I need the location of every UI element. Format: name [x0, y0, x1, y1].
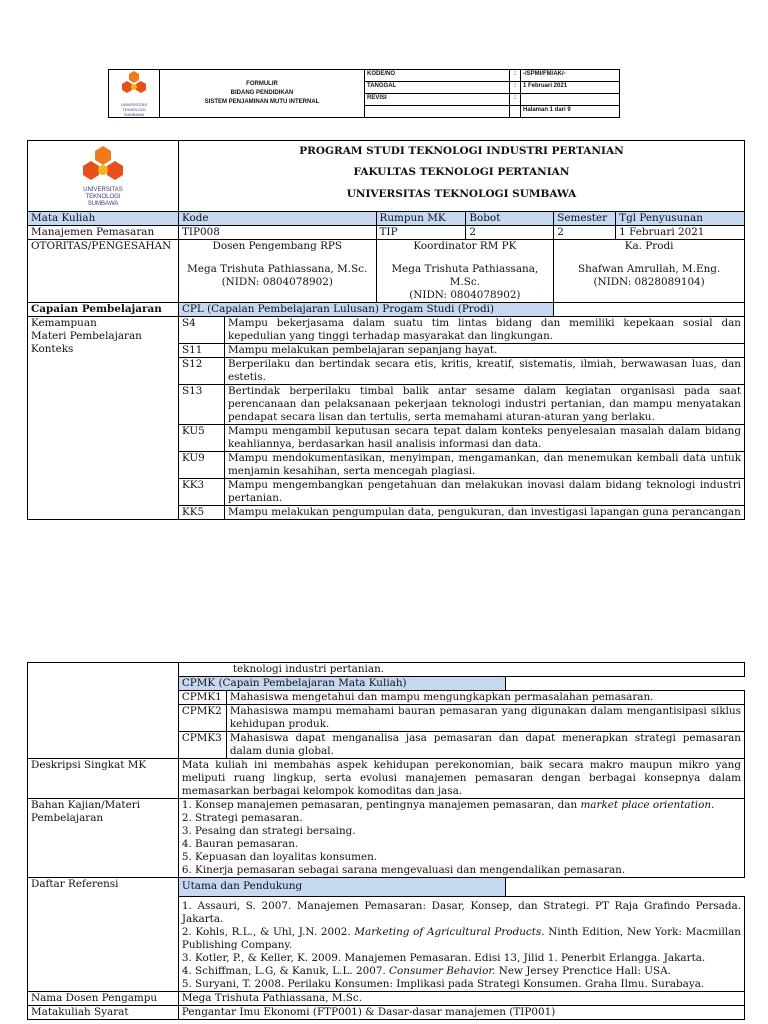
authority-signer: [554, 253, 745, 303]
ref-label: Daftar Referensi: [28, 878, 179, 992]
logo-text-line: SUMBAWA: [87, 200, 119, 207]
cpmk-code: CPMK1: [178, 691, 226, 705]
bahan-item: 6. Kinerja pemasaran sebagai sarana mengevaluasi dan mengendalikan pemasaran.: [181, 864, 626, 876]
title-logo-cell: [28, 141, 179, 212]
ref-item: 2. Kohls, R.L., & Uhl, J.N. 2002. Marketing of Agricultural Products. Ninth Edition, New York: Macmillan Publishing Company.: [181, 926, 741, 951]
cpl-text: Mampu melakukan pembelajaran sepanjang hayat.: [224, 344, 744, 358]
course-value-cell: 2: [554, 226, 616, 240]
header-colon: :: [510, 70, 521, 82]
desc-text: Mata kuliah ini membahas aspek kehidupan perekonomian, baik secara makro maupun mikro yang meliputi ruang lingkup, serta evolusi manajemen pemasaran dengan berbagai konsepnya dalam memasarkan berbagai kelompok komoditas dan jasa.: [178, 759, 744, 799]
header-logo-cell: [109, 70, 160, 118]
cpl-code: KK5: [178, 506, 224, 520]
cpmk-text: Mahasiswa mampu memahami bauran pemasaran yang digunakan dalam mengantisipasi siklus kehidupan produk.: [226, 705, 744, 732]
cp-label: Capaian Pembelajaran: [28, 303, 179, 317]
bahan-item: 4. Bauran pemasaran.: [181, 838, 299, 850]
cpl-text: Berperilaku dan bertindak secara etis, kritis, kreatif, sistematis, ilmiah, berwawasan luas, dan estetis.: [224, 358, 744, 385]
course-value-cell: TIP008: [178, 226, 376, 240]
program-title: PROGRAM STUDI TEKNOLOGI INDUSTRI PERTANIAN: [178, 141, 744, 163]
cpl-code: KU5: [178, 425, 224, 452]
header-value: [521, 94, 620, 106]
bahan-item: 3. Pesaing dan strategi bersaing.: [181, 825, 356, 837]
signer-nidn: (NIDN: 0804078902): [409, 289, 521, 301]
desc-label: Deskripsi Singkat MK: [28, 759, 179, 799]
bahan-label-line: Pembelajaran: [31, 812, 104, 824]
logo-text-line: TEKNOLOGI: [85, 193, 121, 200]
bahan-item: 5. Kepuasan dan loyalitas konsumen.: [181, 851, 378, 863]
page-number: Halaman 1 dari 9: [521, 106, 620, 118]
ref-item: 3. Kotler, P., & Keller, K. 2009. Manajemen Pemasaran. Edisi 13, Jilid 1. Penerbit Erlangga. Jakarta.: [181, 952, 706, 964]
cpmk-heading: CPMK (Capain Pembelajaran Mata Kuliah): [178, 677, 506, 691]
course-value-cell: 1 Februari 2021: [616, 226, 745, 240]
cpl-text: Mampu mendokumentasikan, menyimpan, mengamankan, dan menemukan kembali data untuk menjamin kesahihan, serta mencegah plagiasi.: [224, 452, 744, 479]
rps-table-continued: [27, 662, 745, 1020]
cpmk-text: Mahasiswa mengetahui dan mampu mengungkapkan permasalahan pemasaran.: [226, 691, 744, 705]
form-title-line: BIDANG PENDIDIKAN: [230, 90, 294, 96]
ref-item: 1. Assauri, S. 2007. Manajemen Pemasaran: Dasar, Konsep, dan Strategi. PT Raja Grafindo Persada. Jakarta.: [181, 900, 741, 925]
course-head-cell: Mata Kuliah: [28, 212, 179, 226]
authority-role: Dosen Pengembang RPS: [178, 240, 376, 254]
course-head-cell: Rumpun MK: [376, 212, 466, 226]
rps-table: [27, 140, 745, 520]
dosen-label: Nama Dosen Pengampu: [28, 992, 179, 1006]
authority-signer: [376, 253, 554, 303]
signer-name: Mega Trishuta Pathiassana, M.Sc.: [391, 263, 539, 288]
cpl-code: S12: [178, 358, 224, 385]
bahan-item: 1. Konsep manajemen pemasaran, pentingnya manajemen pemasaran, dan market place orientation.: [181, 799, 715, 811]
signer-nidn: (NIDN: 0804078902): [221, 276, 333, 288]
bahan-list: [178, 799, 744, 878]
cpl-code: KU9: [178, 452, 224, 479]
authority-signer: [178, 253, 376, 303]
cpl-code: KK3: [178, 479, 224, 506]
university-logo-icon: [117, 70, 151, 98]
cpl-code: S4: [178, 317, 224, 344]
continuation-text: teknologi industri pertanian.: [178, 663, 744, 677]
cp-left-label: Kemampuan: [31, 317, 97, 329]
cpmk-code: CPMK3: [178, 732, 226, 759]
ref-item: 5. Suryani, T. 2008. Perilaku Konsumen: Implikasi pada Strategi Konsumen. Graha Ilmu. Surabaya.: [181, 978, 705, 990]
faculty-title: FAKULTAS TEKNOLOGI PERTANIAN: [178, 162, 744, 183]
logo-text-line: TEKNOLOGI: [122, 107, 146, 112]
form-title-cell: [160, 70, 365, 118]
course-head-cell: Semester: [554, 212, 616, 226]
form-title-line: FORMULIR: [246, 81, 278, 87]
signer-nidn: (NIDN: 0828089104): [593, 276, 705, 288]
bahan-label: [28, 799, 179, 878]
cp-left-label: Materi Pembelajaran: [31, 330, 142, 342]
cpl-code: S11: [178, 344, 224, 358]
course-value-cell: 2: [466, 226, 554, 240]
syarat-label: Matakuliah Syarat: [28, 1006, 179, 1020]
bahan-item: 2. Strategi pemasaran.: [181, 812, 303, 824]
cpl-heading: CPL (Capaian Pembelajaran Lulusan) Progam Studi (Prodi): [178, 303, 553, 317]
ref-list: [178, 897, 744, 992]
cpmk-text: Mahasiswa dapat menganalisa jasa pemasaran dan dapat menerapkan strategi pemasaran dalam dunia global.: [226, 732, 744, 759]
cpl-text: Mampu bekerjasama dalam suatu tim lintas bidang dan memiliki kepekaan sosial dan kepedulian yang tinggi terhadap masyarakat dan lingkungan.: [224, 317, 744, 344]
logo-text-line: SUMBAWA: [123, 112, 145, 117]
logo-text-line: UNIVERSITAS: [83, 186, 123, 193]
syarat-value: Pengantar Imu Ekonomi (FTP001) & Dasar-dasar manajemen (TIP001): [178, 1006, 744, 1020]
cp-left-labels: [28, 317, 179, 520]
course-head-cell: Tgl Penyusunan: [616, 212, 745, 226]
signer-name: Mega Trishuta Pathiassana, M.Sc.: [187, 263, 368, 275]
ref-item: 4. Schiffman, L.G, & Kanuk, L.L. 2007. Consumer Behavior. New Jersey Prenctice Hall: USA.: [181, 965, 671, 977]
bahan-label-line: Bahan Kajian/Materi: [31, 799, 141, 811]
header-colon: :: [510, 82, 521, 94]
dosen-value: Mega Trishuta Pathiassana, M.Sc.: [178, 992, 744, 1006]
cpl-code: S13: [178, 385, 224, 425]
header-key: TANGGAL: [365, 82, 510, 94]
header-key: REVISI: [365, 94, 510, 106]
header-value: -/SPMI/FM/AK/-: [521, 70, 620, 82]
cpmk-code: CPMK2: [178, 705, 226, 732]
signer-name: Shafwan Amrullah, M.Eng.: [577, 263, 721, 275]
ref-heading: Utama dan Pendukung: [178, 878, 506, 897]
form-title-line: SISTEM PENJAMINAN MUTU INTERNAL: [204, 99, 320, 105]
cpl-text: Mampu mengembangkan pengetahuan dan melakukan inovasi dalam bidang teknologi industri pertanian.: [224, 479, 744, 506]
authority-role: Ka. Prodi: [554, 240, 745, 254]
cp-left-label: Konteks: [31, 343, 74, 355]
logo-text-line: UNIVERSITAS: [120, 102, 148, 107]
course-head-cell: Bobot: [466, 212, 554, 226]
cpl-text: Mampu mengambil keputusan secara tepat dalam konteks penyelesaian masalah dalam bidang keahliannya, berdasarkan hasil analisis informasi dan data.: [224, 425, 744, 452]
header-colon: :: [510, 94, 521, 106]
course-head-cell: Kode: [178, 212, 376, 226]
authority-label: OTORITAS/PENGESAHAN: [28, 240, 179, 303]
course-value-cell: TIP: [376, 226, 466, 240]
course-value-cell: Manajemen Pemasaran: [28, 226, 179, 240]
header-value: 1 Februari 2021: [521, 82, 620, 94]
university-title: UNIVERSITAS TEKNOLOGI SUMBAWA: [178, 184, 744, 212]
authority-role: Koordinator RM PK: [376, 240, 554, 254]
cpl-text: Bertindak berperilaku timbal balik antar sesame dalam kegiatan organisasi pada saat perencanaan dan pelaksanaan pekerjaan teknologi industri pertanian, dan mampu menyatakan pendapat secara lisan dan tertulis, serta memahami aturan-aturan yang berlaku.: [224, 385, 744, 425]
university-logo-icon: [75, 145, 131, 187]
form-header: [108, 69, 620, 118]
cpl-text: Mampu melakukan pengumpulan data, pengukuran, dan investigasi lapangan guna perancangan: [224, 506, 744, 520]
header-key: KODE/NO: [365, 70, 510, 82]
